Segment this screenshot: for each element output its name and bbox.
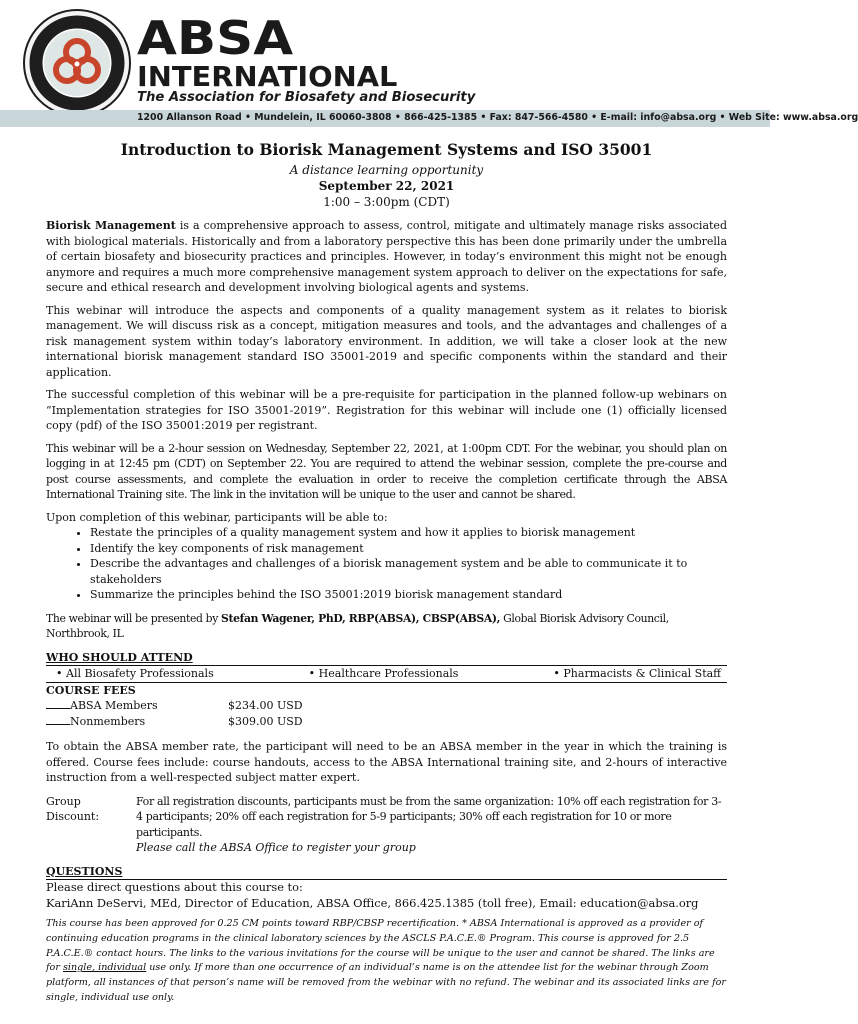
org-international: INTERNATIONAL [137,60,398,93]
page-title: Introduction to Biorisk Management Systems and ISO 35001 [120,140,653,159]
presenter-suffix: Global Biorisk Advisory Council, Northbrook, IL [46,611,669,640]
list-item: • Identify the key components of risk management [90,541,727,557]
footer-part2: use only. If more than one occurrence of an individual’s name is on the attendee list for the webinar through Zoom platform, all instances of that person’s name will be removed from the webinar with no refund. The webinar and its associated links are for single, individual use only. [46,962,727,1003]
checkbox-line[interactable] [46,708,70,709]
event-time: 1:00 – 3:00pm (CDT) [323,195,450,209]
questions-heading: QUESTIONS [46,864,727,881]
presenter-line [46,611,727,642]
footer-note [46,917,727,1006]
list-item: • Restate the principles of a quality management system and how it applies to biorisk management [90,525,727,541]
fee-value: $309.00 USD [228,714,303,728]
objectives-heading: Upon completion of this webinar, participants will be able to: [46,510,388,524]
prerequisite-paragraph: The successful completion of this webinar will be a pre-requisite for participation in the planned follow-up webinars on “Implementation strategies for ISO 35001-2019”. Registration for this webinar will include one (1) officially licensed copy (pdf) of the ISO 35001:2019 per registrant. [46,388,727,432]
audience-item: • All Biosafety Professionals [56,666,214,682]
presenter-name: Stefan Wagener, PhD, RBP(ABSA), CBSP(ABSA), [221,611,501,625]
intro-paragraph [46,218,727,296]
intro-lead: Biorisk Management [46,219,176,232]
questions-line1: Please direct questions about this course to: [46,880,303,894]
document-body [46,138,727,1006]
group-discount [46,794,727,856]
member-rate-paragraph: To obtain the ABSA member rate, the participant will need to be an ABSA member in the year in which the training is offered. Course fees include: course handouts, access to the ABSA International training site, and 2-hours of interactive instruction from a well-respected subject matter expert. [46,740,727,784]
session-paragraph: This webinar will be a 2-hour session on Wednesday, September 22, 2021, at 1:00pm CDT. For the webinar, you should plan on logging in at 12:45 pm (CDT) on September 22. You are required to attend the webinar session, complete the pre-course and post course assessments, and complete the evaluation in order to receive the completion certificate through the ABSA International Training site. The link in the invitation will be unique to the user and cannot be shared. [46,441,727,501]
presenter-prefix: The webinar will be presented by [46,611,222,625]
fee-row-members [46,698,727,714]
overview-paragraph: This webinar will introduce the aspects and components of a quality management system as it relates to biorisk management. We will discuss risk as a concept, mitigation measures and tools, and the advantages and challenges of a risk management system within today’s laboratory environment. In addition, we will take a closer look at the new international biorisk management standard ISO 35001-2019 and specific components within the standard and their application. [46,303,727,379]
questions-contact: KariAnn DeServi, MEd, Director of Education, ABSA Office, 866.425.1385 (toll free), Email: education@absa.org [46,895,699,910]
audience-item: • Healthcare Professionals [309,666,459,682]
footer-part1: This course has been approved for 0.25 CM points toward RBP/CBSP recertification. * ABSA International is approved as a provider of continuing education programs in the clinical laboratory sciences by the ASCLS P.A.C.E.® Program. This course is approved for 2.5 P.A.C.E.® contact hours. The links to the various invitations for the course will be unique to the user and cannot be shared. The links are for [46,918,715,974]
who-heading: WHO SHOULD ATTEND [46,650,727,667]
tagline: The Association for Biosafety and Biosecurity [137,90,476,105]
org-name: ABSA [137,11,294,65]
fees-heading: COURSE FEES [46,682,727,699]
contact-line: 1200 Allanson Road • Mundelein, IL 60060-3808 • 866-425-1385 • Fax: 847-566-4580 • E-mail: info@absa.org • Web Site: www.absa.org [137,112,858,123]
event-date: September 22, 2021 [318,179,455,193]
objectives-list [46,525,727,603]
list-item: • Describe the advantages and challenges of a biorisk management system and be able to communicate it to stakeholders [90,556,727,587]
group-discount-label: Group Discount: [46,794,100,823]
letterhead [0,0,858,128]
subtitle: A distance learning opportunity [289,163,484,177]
audience-list [46,666,727,682]
group-discount-text: For all registration discounts, participants must be from the same organization: 10% off each registration for 3-4 participants; 20% off each registration for 5-9 participants; 30% off each registration for 10 or more participants. [136,794,722,839]
group-discount-note: Please call the ABSA Office to register your group [136,841,416,854]
biohazard-seal-logo [22,8,132,118]
footer-underlined: single, individual [62,962,147,974]
checkbox-line[interactable] [46,724,70,725]
intro-text: is a comprehensive approach to assess, control, mitigate and ultimately manage risks associated with biological materials. Historically and from a laboratory perspective this has been done primarily under the umbrella of certain biosafety and biosecurity practices and principles. However, in today’s environment this might not be enough anymore and requires a much more comprehensive management system approach to deliver on the expectations for safe, secure and ethical research and development involving biological agents and systems. [46,219,727,294]
list-item: • Summarize the principles behind the ISO 35001:2019 biorisk management standard [90,587,727,603]
fee-label: ABSA Members [70,699,158,712]
fee-label: Nonmembers [70,714,146,728]
audience-item: • Pharmacists & Clinical Staff [553,666,721,682]
fee-row-nonmembers [46,714,727,730]
fee-value: $234.00 USD [228,699,303,712]
